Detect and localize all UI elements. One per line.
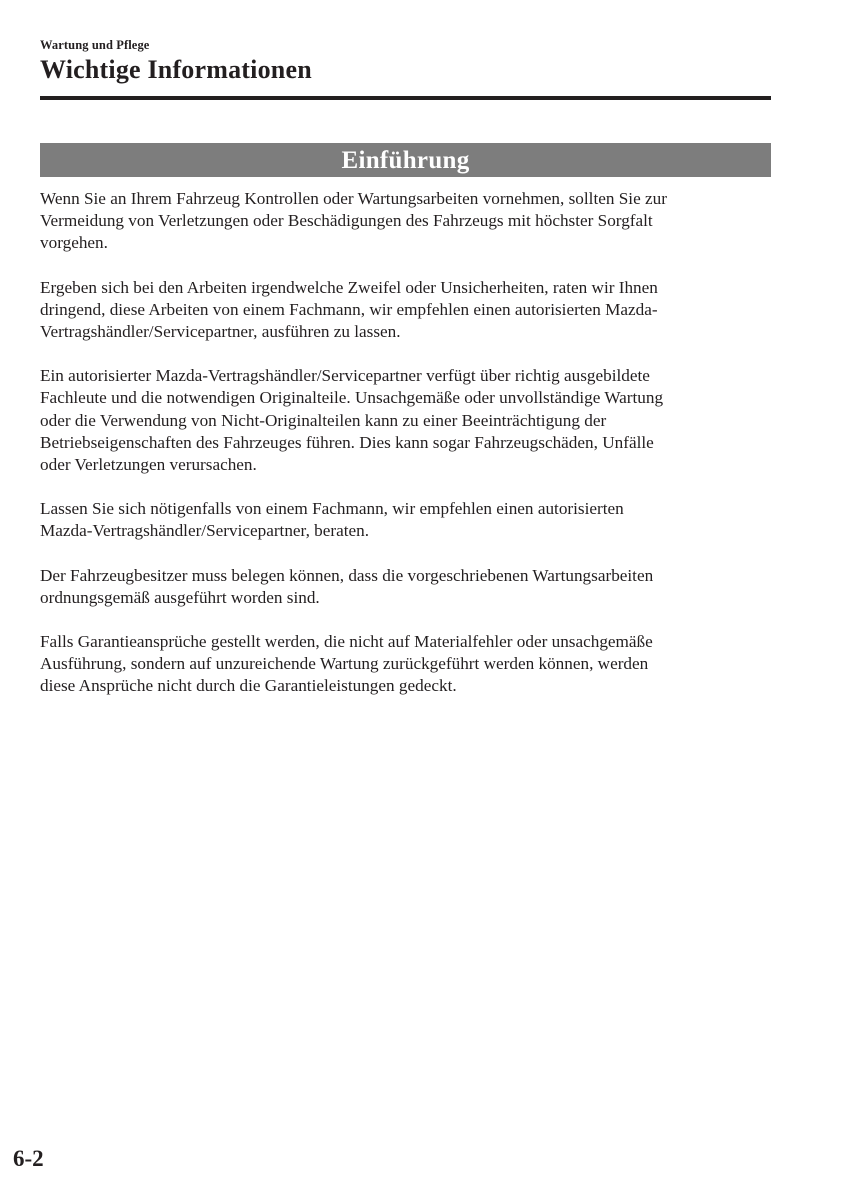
paragraph-2 bbox=[40, 277, 771, 344]
section-heading: Einführung bbox=[40, 143, 771, 177]
text-line: Falls Garantieansprüche gestellt werden, die nicht auf Materialfehler oder unsachgemäße bbox=[40, 632, 653, 652]
text-line: Vermeidung von Verletzungen oder Beschädigungen des Fahrzeugs mit höchster Sorgfalt bbox=[40, 211, 653, 231]
paragraph-1 bbox=[40, 188, 771, 255]
title-divider bbox=[40, 96, 771, 100]
text-line: dringend, diese Arbeiten von einem Fachmann, wir empfehlen einen autorisierten Mazda- bbox=[40, 299, 658, 319]
text-line: oder die Verwendung von Nicht-Originalteilen kann zu einer Beeinträchtigung der bbox=[40, 410, 607, 430]
chapter-label: Wartung und Pflege bbox=[40, 38, 150, 52]
paragraph-4 bbox=[40, 498, 771, 542]
text-line: Mazda-Vertragshändler/Servicepartner, beraten. bbox=[40, 521, 370, 541]
text-line: Ein autorisierter Mazda-Vertragshändler/Servicepartner verfügt über richtig ausgebildete bbox=[40, 366, 650, 386]
text-line: Betriebseigenschaften des Fahrzeuges führen. Dies kann sogar Fahrzeugschäden, Unfälle bbox=[40, 432, 654, 452]
text-line: Ausführung, sondern auf unzureichende Wartung zurückgeführt werden können, werden bbox=[40, 654, 649, 674]
page-number: 6-2 bbox=[13, 1146, 44, 1171]
text-line: Der Fahrzeugbesitzer muss belegen können, dass die vorgeschriebenen Wartungsarbeiten bbox=[40, 565, 654, 585]
paragraph-6 bbox=[40, 631, 771, 698]
text-line: ordnungsgemäß ausgeführt worden sind. bbox=[40, 587, 320, 607]
paragraph-5 bbox=[40, 565, 771, 609]
text-line: Vertragshändler/Servicepartner, ausführen zu lassen. bbox=[40, 322, 401, 342]
text-line: diese Ansprüche nicht durch die Garantieleistungen gedeckt. bbox=[40, 676, 457, 696]
paragraph-3 bbox=[40, 365, 771, 476]
page-title: Wichtige Informationen bbox=[40, 55, 312, 84]
text-line: oder Verletzungen verursachen. bbox=[40, 455, 257, 475]
text-line: Fachleute und die notwendigen Originalteile. Unsachgemäße oder unvollständige Wartung bbox=[40, 388, 664, 408]
text-line: Lassen Sie sich nötigenfalls von einem Fachmann, wir empfehlen einen autorisierten bbox=[40, 499, 624, 519]
text-line: Wenn Sie an Ihrem Fahrzeug Kontrollen oder Wartungsarbeiten vornehmen, sollten Sie zur bbox=[40, 189, 667, 208]
text-line: vorgehen. bbox=[40, 233, 108, 253]
text-line: Ergeben sich bei den Arbeiten irgendwelche Zweifel oder Unsicherheiten, raten wir Ihnen bbox=[40, 277, 658, 297]
body-text bbox=[40, 188, 771, 720]
